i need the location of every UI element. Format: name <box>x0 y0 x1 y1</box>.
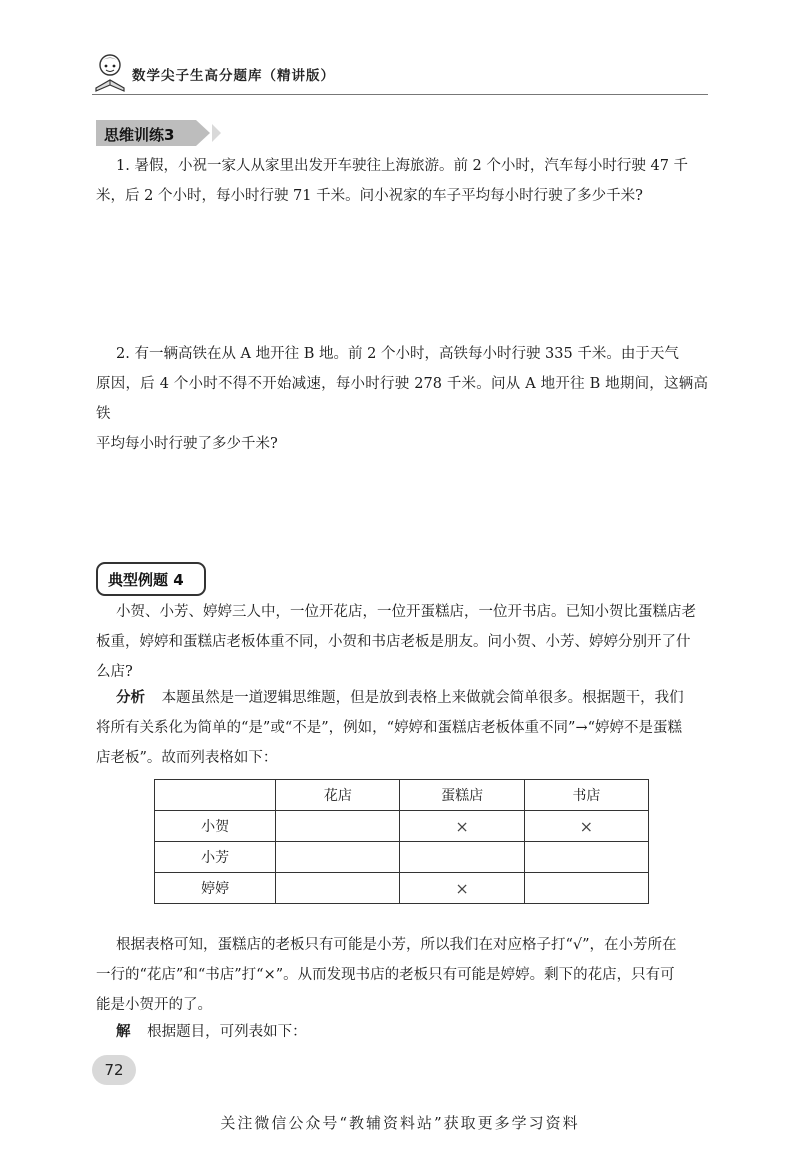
table-row-label: 婷婷 <box>155 873 276 904</box>
table-header-cell: 蛋糕店 <box>400 780 524 811</box>
training-section-label: 思维训练3 <box>104 126 175 144</box>
table-row-label: 小芳 <box>155 842 276 873</box>
page-number: 72 <box>92 1055 136 1085</box>
solution <box>96 1017 708 1047</box>
training-section-tag <box>96 120 196 146</box>
reasoning-line: 一行的“花店”和“书店”打“×”。从而发现书店的老板只有可能是婷婷。剩下的花店，只有可 <box>96 967 675 983</box>
problem-line: 么店? <box>96 664 133 680</box>
table-header-cell <box>155 780 276 811</box>
header-divider <box>92 94 708 95</box>
question-1-line: 米，后 2 个小时，每小时行驶 71 千米。问小祝家的车子平均每小时行驶了多少千米? <box>96 188 643 204</box>
table-row <box>155 842 649 873</box>
analysis-line: 本题虽然是一道逻辑思维题，但是放到表格上来做就会简单很多。根据题干，我们 <box>161 690 684 706</box>
question-2 <box>96 339 708 459</box>
reasoning-line: 能是小贺开的了。 <box>96 997 212 1013</box>
table-header-cell: 书店 <box>524 780 648 811</box>
reasoning <box>96 930 708 1020</box>
table-cell: × <box>524 811 648 842</box>
table-cell <box>524 873 648 904</box>
example-section-tag <box>96 562 206 596</box>
analysis-line: 店老板”。故而列表格如下： <box>96 750 278 766</box>
reading-child-icon <box>92 52 128 92</box>
table-cell: × <box>400 873 524 904</box>
example-section-label: 典型例题 4 <box>108 571 184 589</box>
table-row <box>155 873 649 904</box>
question-2-line: 原因，后 4 个小时不得不开始减速，每小时行驶 278 千米。问从 A 地开往 B 地期间，这辆高铁 <box>96 376 708 422</box>
page-header <box>92 52 708 96</box>
problem-line: 板重，婷婷和蛋糕店老板体重不同，小贺和书店老板是朋友。问小贺、小芳、婷婷分别开了什 <box>96 634 691 650</box>
question-2-line: 2. 有一辆高铁在从 A 地开往 B 地。前 2 个小时，高铁每小时行驶 335 千米。由于天气 <box>116 346 679 362</box>
table-cell <box>276 811 400 842</box>
solution-text: 根据题目，可列表如下： <box>147 1024 307 1040</box>
solution-label: 解 <box>116 1024 131 1040</box>
analysis-label: 分析 <box>116 690 145 706</box>
problem-line: 小贺、小芳、婷婷三人中，一位开花店，一位开蛋糕店，一位开书店。已知小贺比蛋糕店老 <box>116 604 696 620</box>
table-cell <box>400 842 524 873</box>
question-1-line: 1. 暑假，小祝一家人从家里出发开车驶往上海旅游。前 2 个小时，汽车每小时行驶 47 千 <box>116 158 689 174</box>
example-problem <box>96 597 708 687</box>
reasoning-line: 根据表格可知，蛋糕店的老板只有可能是小芳，所以我们在对应格子打“√”，在小芳所在 <box>116 937 677 953</box>
table-cell <box>276 873 400 904</box>
table-cell: × <box>400 811 524 842</box>
logic-table <box>154 779 649 904</box>
table-row <box>155 811 649 842</box>
table-cell <box>276 842 400 873</box>
table-header-row <box>155 780 649 811</box>
analysis <box>96 683 708 773</box>
table-header-cell: 花店 <box>276 780 400 811</box>
analysis-line: 将所有关系化为简单的“是”或“不是”，例如，“婷婷和蛋糕店老板体重不同”→“婷婷不是蛋糕 <box>96 720 683 736</box>
footer-note: 关注微信公众号“教辅资料站”获取更多学习资料 <box>220 1114 580 1132</box>
question-2-line: 平均每小时行驶了多少千米? <box>96 436 278 452</box>
table-cell <box>524 842 648 873</box>
table-row-label: 小贺 <box>155 811 276 842</box>
question-1 <box>96 151 708 211</box>
book-title: 数学尖子生高分题库（精讲版） <box>132 68 335 84</box>
